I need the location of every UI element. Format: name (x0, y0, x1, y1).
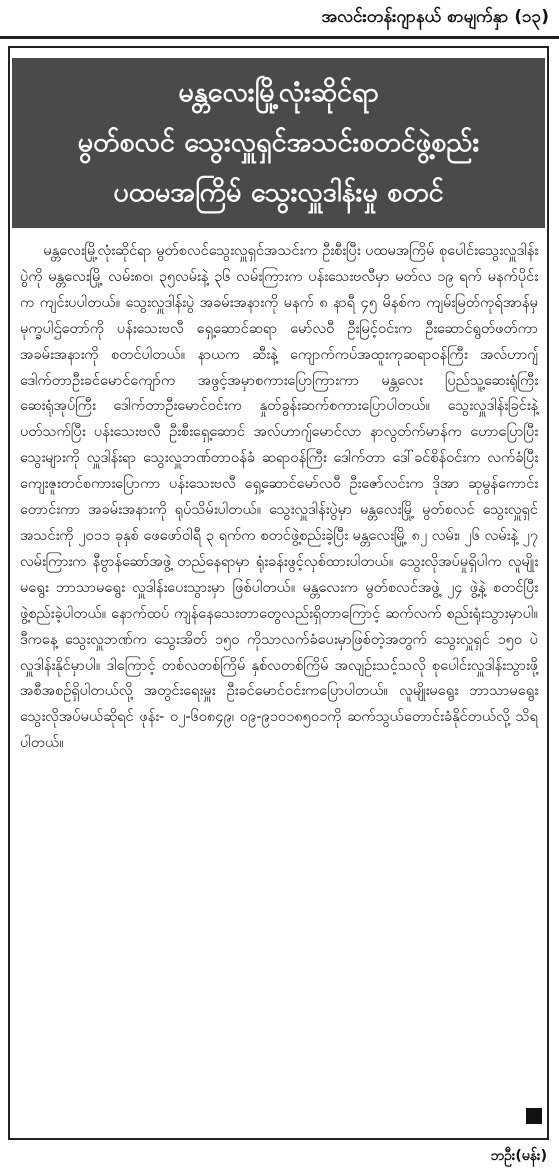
article-title-line-2: မွတ်စလင် သွေးလှူရှင်အသင်းစတင်ဖွဲ့စည်း (77, 127, 480, 158)
article-title-line-3: ပထမအကြိမ် သွေးလှူဒါန်းမှု စတင် (113, 177, 444, 208)
article-title-line-1: မန္တလေးမြို့လုံးဆိုင်ရာ (178, 77, 379, 108)
article-title-block (12, 58, 545, 228)
article-body: မန္တလေးမြို့လုံးဆိုင်ရာ မွတ်စလင်သွေးလှူရှင်အသင်းက ဦးစီးပြီး ပထမအကြိမ် စုပေါင်းသွေးလှူဒါန်းပွဲကို မန္တလေးမြို့ လမ်း၈၀၊ ၃၅လမ်းနဲ့ ၃၆ လမ်းကြားက ပန်းသေးဗလီမှာ မတ်လ ၁၉ ရက် မနက်ပိုင်းက ကျင်းပပါတယ်။ သွေးလှူဒါန်းပွဲ အခမ်းအနားကို မနက် ၈ နာရီ ၄၅ မိနစ်က ကျမ်းမြတ်ကုရ်အာန်မှ မုက္ခပါဌ်တော်ကို ပန်းသေးဗလီ ရှေ့ဆောင်ဆရာ မော်လဝီ ဦးမြင့်ဝင်းက ဦးဆောင်ရွတ်ဖတ်ကာ အခမ်းအနားကို စတင်ပါတယ်။ နာယက ဆီးနဲ့ ကျောက်ကပ်အထူးကုဆရာဝန်ကြီး အလ်ဟာဂျ် ဒေါက်တာဦးခင်မောင်ကျော်က အဖွင့်အမှာစကားပြောကြားကာ မန္တလေး ပြည်သူ့ဆေးရုံကြီး ဆေးရုံအုပ်ကြီး ဒေါက်တာဦးမောင်ဝင်းက နှုတ်ခွန်းဆက်စကားပြောပါတယ်။ သွေးလှူဒါန်းခြင်းနဲ့ပတ်သက်ပြီး ပန်းသေးဗလီ ဦးစီးရှေ့ဆောင် အလ်ဟာဂျ်မောင်လာ နာလွတ်က်မာန်က ဟောပြောပြီး သွေးများကို လှူဒါန်းရာ သွေးလှူဘဏ်တာဝန်ခံ ဆရာဝန်ကြီး ဒေါက်တာ ဒေါ်ခင်စိန်ဝင်းက လက်ခံပြီး ကျေးဇူးတင်စကားပြောကာ ပန်းသေးဗလီ ရှေ့ဆောင်မော်လဝီ ဦးဇော်လင်းက ဒိုအာ ဆုမွန်ကောင်းတောင်းကာ အခမ်းအနားကို ရုပ်သိမ်းပါတယ်။ သွေးလှူဒါန်းပွဲမှာ မန္တလေးမြို့ မွတ်စလင် သွေးလှူရှင်အသင်းကို ၂၀၁၁ ခုနှစ် ဖေဖော်ဝါရီ ၃ ရက်က စတင်ဖွဲ့စည်းခဲ့ပြီး မန္တလေးမြို့ ၈၂ လမ်း၊ ၂၆ လမ်းနဲ့ ၂၇ လမ်းကြားက နီဗွာန်ဆော်အဖွဲ့ တည်နေရာမှာ ရုံးခန်းဖွင့်လှစ်ထားပါတယ်။ သွေးလိုအပ်မှုရှိပါက လူမျိုးမရွေး ဘာသာမရွေး လှူဒါန်းပေးသွားမှာ ဖြစ်ပါတယ်။ မန္တလေးက မွတ်စလင်အဖွဲ့ ၂၄ ဖွဲ့နဲ့ စတင်ပြီး ဖွဲ့စည်းခဲ့ပါတယ်။ နောက်ထပ် ကျန်နေသေးတာတွေလည်းရှိတာကြောင့် ဆက်လက် စည်းရုံးသွားမှာပါ။ ဒီကနေ့ သွေးလှူဘဏ်က သွေးအိတ် ၁၅၀ ကိုသာလက်ခံပေးမှာဖြစ်တဲ့အတွက် သွေးလှူရှင် ၁၅၀ ပဲ လှူဒါန်းနိုင်မှာပါ။ ဒါကြောင့် တစ်လတစ်ကြိမ် နှစ်လတစ်ကြိမ် အလျဉ်းသင့်သလို စုပေါင်းလှူဒါန်းသွားဖို့ အစီအစဉ်ရှိပါတယ်လို့ အတွင်းရေးမှူး ဦးခင်မောင်ဝင်းကပြောပါတယ်။ လူမျိုးမရွေး ဘာသာမရွေး သွေးလိုအပ်မယ်ဆိုရင် ဖုန်း- ၀၂-၆၀၈၄၉၊ ၀၉-၉၁၀၁၈၅၀၁ကို ဆက်သွယ်တောင်းခံနိုင်တယ်လို့ သိရပါတယ်။ (20, 242, 539, 752)
page-header: အလင်းတန်းဂျာနယ် စာမျက်နှာ (၁၃) (321, 6, 549, 27)
article-byline: ဘဦး(မန်း) (490, 1148, 547, 1164)
header-rule (0, 36, 559, 39)
end-of-article-square-icon (526, 1108, 542, 1124)
